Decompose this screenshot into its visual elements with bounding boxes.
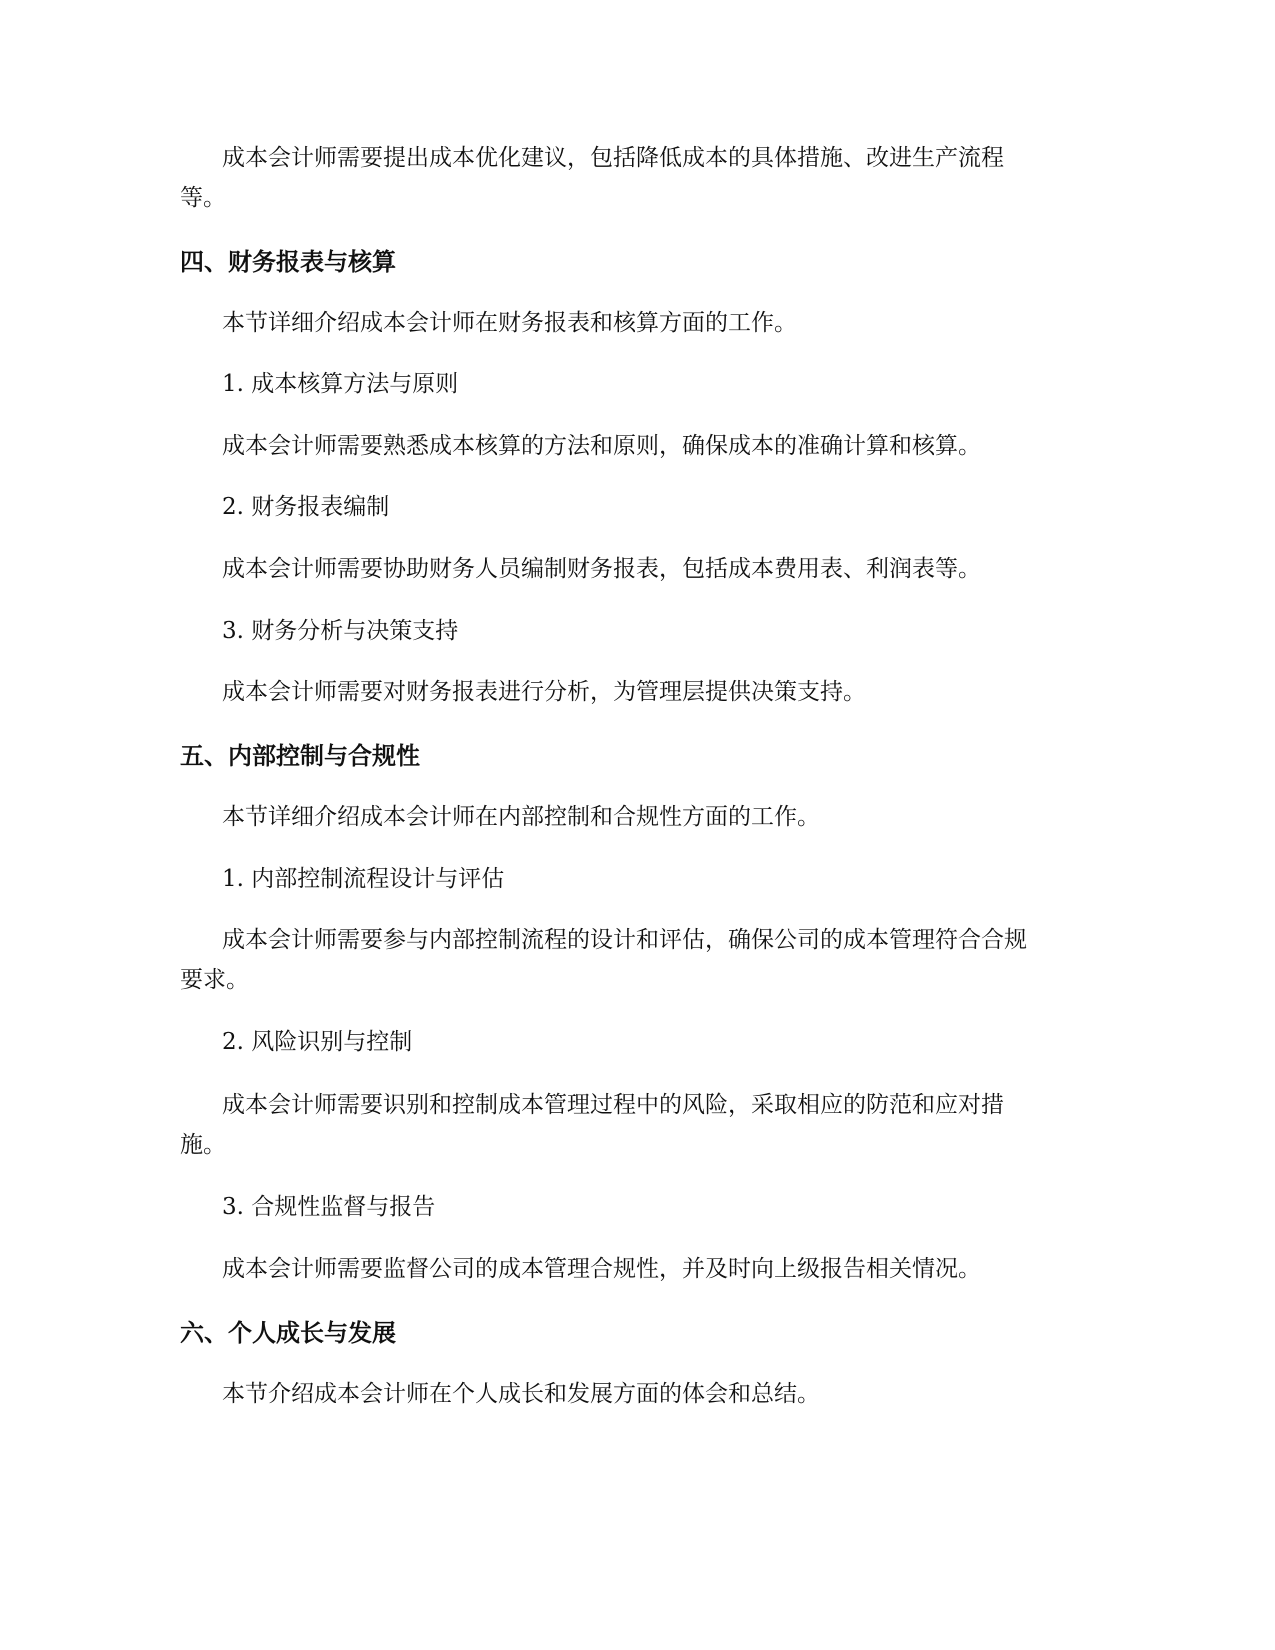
paragraph-4-1: 成本会计师需要熟悉成本核算的方法和原则，确保成本的准确计算和核算。 xyxy=(222,433,981,459)
paragraph-5-1: 成本会计师需要参与内部控制流程的设计和评估，确保公司的成本管理符合合规要求。 xyxy=(180,927,1027,993)
paragraph-section-6-intro: 本节介绍成本会计师在个人成长和发展方面的体会和总结。 xyxy=(222,1381,820,1407)
paragraph-5-3: 成本会计师需要监督公司的成本管理合规性，并及时向上级报告相关情况。 xyxy=(222,1256,981,1282)
subheading-4-1: 1. 成本核算方法与原则 xyxy=(222,371,459,397)
paragraph-section-5-intro: 本节详细介绍成本会计师在内部控制和合规性方面的工作。 xyxy=(222,804,820,830)
section-heading-5: 五、内部控制与合规性 xyxy=(180,742,420,770)
paragraph-cost-optimization: 成本会计师需要提出成本优化建议，包括降低成本的具体措施、改进生产流程等。 xyxy=(180,145,1004,211)
section-heading-4: 四、财务报表与核算 xyxy=(180,248,396,276)
paragraph-section-4-intro: 本节详细介绍成本会计师在财务报表和核算方面的工作。 xyxy=(222,310,797,336)
subheading-4-2: 2. 财务报表编制 xyxy=(222,494,390,520)
paragraph-4-2: 成本会计师需要协助财务人员编制财务报表，包括成本费用表、利润表等。 xyxy=(222,556,981,582)
paragraph-4-3: 成本会计师需要对财务报表进行分析，为管理层提供决策支持。 xyxy=(222,679,866,705)
subheading-5-2: 2. 风险识别与控制 xyxy=(222,1029,413,1055)
subheading-4-3: 3. 财务分析与决策支持 xyxy=(222,618,459,644)
paragraph-5-2: 成本会计师需要识别和控制成本管理过程中的风险，采取相应的防范和应对措施。 xyxy=(180,1092,1004,1158)
section-heading-6: 六、个人成长与发展 xyxy=(180,1319,396,1347)
subheading-5-1: 1. 内部控制流程设计与评估 xyxy=(222,866,505,892)
subheading-5-3: 3. 合规性监督与报告 xyxy=(222,1194,436,1220)
